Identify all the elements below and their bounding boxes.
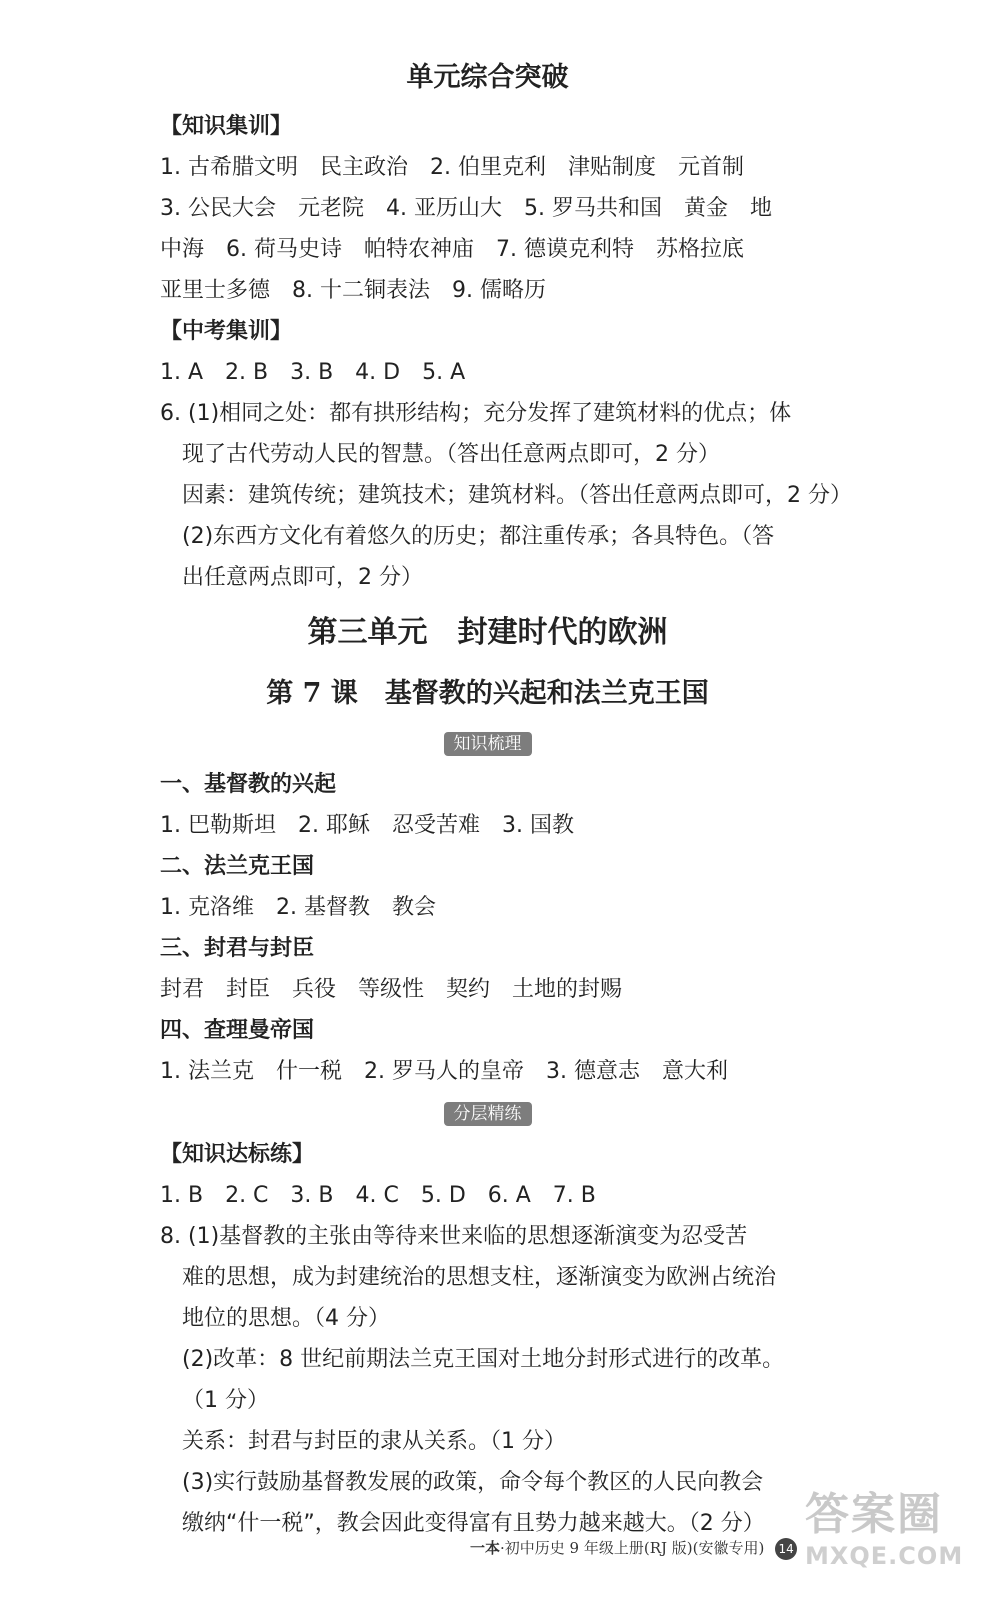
exam-choices: 1. A 2. B 3. B 4. D 5. A	[160, 360, 466, 385]
practice-q8-line-8: 缴纳“什一税”，教会因此变得富有且势力越来越大。（2 分）	[182, 1511, 765, 1536]
knowledge-header: 【知识集训】	[160, 114, 293, 139]
exam-q6-line-4: (2)东西方文化有着悠久的历史；都注重传承；各具特色。（答	[182, 524, 775, 549]
section-heading-2: 二、法兰克王国	[160, 854, 315, 879]
practice-q8-line-1: 8. (1)基督教的主张由等待来世来临的思想逐渐演变为忍受苦	[160, 1224, 748, 1249]
unit3-title: 第三单元 封建时代的欧洲	[307, 615, 668, 650]
knowledge-line-1: 1. 古希腊文明 民主政治 2. 伯里克利 津贴制度 元首制	[160, 155, 744, 180]
knowledge-line-3: 中海 6. 荷马史诗 帕特农神庙 7. 德谟克利特 苏格拉底	[160, 237, 744, 262]
knowledge-badge: 知识梳理	[444, 732, 532, 756]
exam-q6-line-3: 因素：建筑传统；建筑技术；建筑材料。（答出任意两点即可，2 分）	[182, 483, 852, 508]
unit-summary-title: 单元综合突破	[406, 62, 569, 93]
watermark-cn: 答案圈	[805, 1489, 943, 1540]
practice-q8-line-6: 关系：封君与封臣的隶从关系。（1 分）	[182, 1429, 566, 1454]
knowledge-badge-row	[160, 722, 815, 764]
section-heading-1: 一、基督教的兴起	[160, 772, 337, 797]
exam-q6-line-1: 6. (1)相同之处：都有拱形结构；充分发挥了建筑材料的优点；体	[160, 401, 792, 426]
practice-q8-line-7: (3)实行鼓励基督教发展的政策，命令每个教区的人民向教会	[182, 1470, 764, 1495]
footer-text: ·初中历史 9 年级上册(RJ 版)(安徽专用)	[500, 1539, 765, 1557]
page-footer	[470, 1537, 797, 1560]
practice-q8-line-4: (2)改革：8 世纪前期法兰克王国对土地分封形式进行的改革。	[182, 1347, 785, 1372]
lesson-title: 第 7 课 基督教的兴起和法兰克王国	[266, 678, 709, 709]
practice-badge: 分层精练	[444, 1102, 532, 1126]
answer-page	[160, 50, 852, 1544]
watermark-en: MXQE.COM	[805, 1542, 964, 1570]
section-content-1: 1. 巴勒斯坦 2. 耶稣 忍受苦难 3. 国教	[160, 813, 574, 838]
exam-q6-line-5: 出任意两点即可，2 分）	[182, 565, 423, 590]
exam-header: 【中考集训】	[160, 319, 293, 344]
section-content-4: 1. 法兰克 什一税 2. 罗马人的皇帝 3. 德意志 意大利	[160, 1059, 728, 1084]
practice-q8-line-2: 难的思想，成为封建统治的思想支柱，逐渐演变为欧洲占统治	[182, 1265, 777, 1290]
section-content-2: 1. 克洛维 2. 基督教 教会	[160, 895, 436, 920]
practice-badge-row	[160, 1092, 815, 1134]
knowledge-line-4: 亚里士多德 8. 十二铜表法 9. 儒略历	[160, 278, 546, 303]
practice-q8-line-3: 地位的思想。（4 分）	[182, 1306, 390, 1331]
section-heading-4: 四、查理曼帝国	[160, 1018, 315, 1043]
exam-q6-line-2: 现了古代劳动人民的智慧。（答出任意两点即可，2 分）	[182, 442, 720, 467]
section-heading-3: 三、封君与封臣	[160, 936, 315, 961]
practice-choices: 1. B 2. C 3. B 4. C 5. D 6. A 7. B	[160, 1183, 596, 1208]
knowledge-line-2: 3. 公民大会 元老院 4. 亚历山大 5. 罗马共和国 黄金 地	[160, 196, 772, 221]
practice-header: 【知识达标练】	[160, 1142, 315, 1167]
page-number: 14	[775, 1538, 797, 1560]
watermark-logo	[805, 1478, 975, 1588]
footer-brand: 一本	[470, 1539, 501, 1557]
section-content-3: 封君 封臣 兵役 等级性 契约 土地的封赐	[160, 977, 623, 1002]
practice-q8-line-5: （1 分）	[182, 1388, 269, 1413]
